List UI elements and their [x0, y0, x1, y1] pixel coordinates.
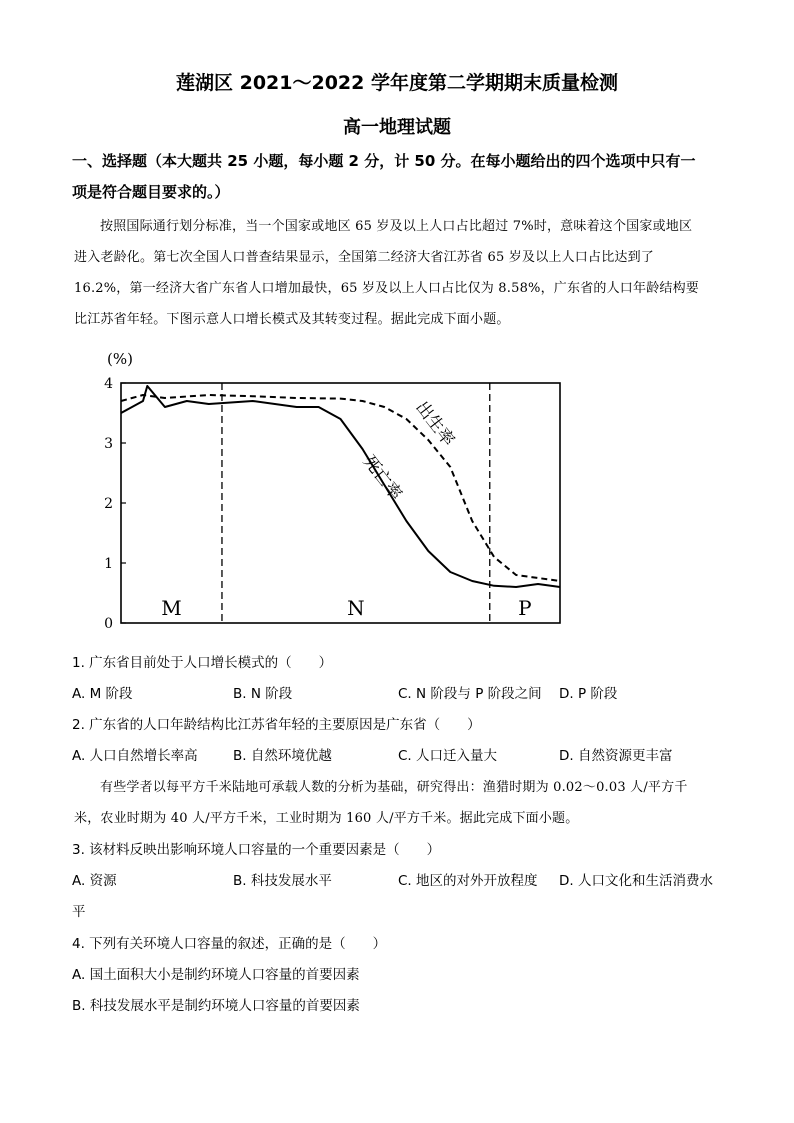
- y-tick-label: 3: [104, 436, 113, 452]
- death-rate-label: 死亡率: [358, 451, 406, 505]
- passage1-line: 比江苏省年轻。下图示意人口增长模式及其转变过程。据此完成下面小题。: [74, 312, 510, 327]
- page-title: 莲湖区 2021～2022 学年度第二学期期末质量检测: [176, 72, 618, 94]
- q3-option-a[interactable]: A. 资源: [72, 873, 117, 889]
- passage2-line: 有些学者以每平方千米陆地可承载人数的分析为基础，研究得出：渔猎时期为 0.02～0.03 人/平方千: [100, 780, 688, 795]
- q3-option-b[interactable]: B. 科技发展水平: [233, 873, 332, 889]
- q3-option-d[interactable]: D. 人口文化和生活消费水: [559, 873, 713, 889]
- q2-option-b[interactable]: B. 自然环境优越: [233, 748, 332, 764]
- section-heading: 一、选择题（本大题共 25 小题，每小题 2 分，计 50 分。在每小题给出的四个选项中只有一: [72, 152, 696, 170]
- q2-option-c[interactable]: C. 人口迁入量大: [398, 748, 498, 764]
- q4-option-a[interactable]: A. 国土面积大小是制约环境人口容量的首要因素: [72, 967, 360, 983]
- population-growth-chart: [95, 340, 575, 635]
- q1-option-b[interactable]: B. N 阶段: [233, 686, 293, 702]
- passage1-line: 16.2%，第一经济大省广东省人口增加最快，65 岁及以上人口占比仅为 8.58%，广东省的人口年龄结构要: [74, 281, 700, 296]
- q2-option-a[interactable]: A. 人口自然增长率高: [72, 748, 198, 764]
- y-tick-label: 0: [104, 616, 113, 632]
- y-axis-unit-label: (%): [107, 350, 133, 368]
- stage-label: M: [161, 596, 182, 620]
- passage1-line: 进入老龄化。第七次全国人口普查结果显示，全国第二经济大省江苏省 65 岁及以上人口占比达到了: [74, 250, 655, 265]
- birth-rate-line: [121, 395, 560, 581]
- y-tick-label: 2: [104, 496, 113, 512]
- stage-label: N: [347, 596, 365, 620]
- passage2-line: 米，农业时期为 40 人/平方千米，工业时期为 160 人/平方千米。据此完成下面小题。: [74, 811, 579, 826]
- q2-option-d[interactable]: D. 自然资源更丰富: [559, 748, 673, 764]
- stage-label: P: [518, 596, 532, 620]
- q1-option-c[interactable]: C. N 阶段与 P 阶段之间: [398, 686, 542, 702]
- y-tick-label: 1: [104, 556, 113, 572]
- q4-option-b[interactable]: B. 科技发展水平是制约环境人口容量的首要因素: [72, 998, 360, 1014]
- q3-option-c[interactable]: C. 地区的对外开放程度: [398, 873, 538, 889]
- q3-option-d-wrap: 平: [72, 904, 86, 920]
- question-3-stem: 3. 该材料反映出影响环境人口容量的一个重要因素是（ ）: [72, 842, 441, 858]
- birth-rate-label: 出生率: [411, 397, 459, 451]
- section-heading-cont: 项是符合题目要求的。）: [72, 183, 230, 201]
- page-subtitle: 高一地理试题: [343, 117, 451, 138]
- y-tick-label: 4: [104, 376, 113, 392]
- question-4-stem: 4. 下列有关环境人口容量的叙述，正确的是（ ）: [72, 936, 387, 952]
- passage1-line: 按照国际通行划分标准，当一个国家或地区 65 岁及以上人口占比超过 7%时，意味着这个国家或地区: [100, 219, 693, 234]
- q1-option-d[interactable]: D. P 阶段: [559, 686, 618, 702]
- question-2-stem: 2. 广东省的人口年龄结构比江苏省年轻的主要原因是广东省（ ）: [72, 717, 481, 733]
- question-1-stem: 1. 广东省目前处于人口增长模式的（ ）: [72, 655, 333, 671]
- death-rate-line: [121, 386, 560, 587]
- q1-option-a[interactable]: A. M 阶段: [72, 686, 133, 702]
